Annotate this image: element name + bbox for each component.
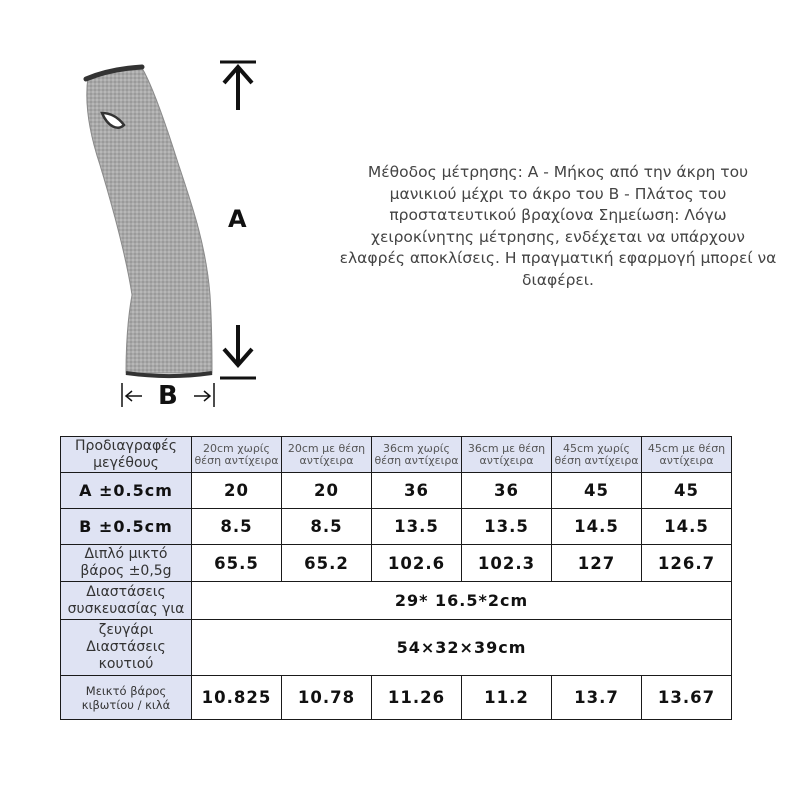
table-cell: 14.5 [642,509,732,545]
column-header: 45cm χωρίς θέση αντίχειρα [552,437,642,473]
size-spec-table [60,436,732,720]
column-header: 20cm χωρίς θέση αντίχειρα [192,437,282,473]
row-label: Μεικτό βάρος κιβωτίου / κιλά [61,676,192,720]
table-row-b [61,509,732,545]
table-cell: 8.5 [282,509,372,545]
table-cell: 13.5 [372,509,462,545]
table-cell: 13.67 [642,676,732,720]
table-cell: 36 [462,473,552,509]
table-cell: 20 [282,473,372,509]
measurement-description: Μέθοδος μέτρησης: A - Μήκος από την άκρη του μανικιού μέχρι το άκρο του B - Πλάτος του προστατευτικού βραχίονα Σημείωση: Λόγω χειροκίνητης μέτρησης, ενδέχεται να υπάρχουν ελαφρές αποκλίσεις. Η πραγματική εφαρμογή μπορεί να διαφέρει. [339,163,777,289]
table-cell: 102.3 [462,545,552,582]
row-label: A ±0.5cm [61,473,192,509]
table-cell: 54×32×39cm [192,620,732,676]
table-cell: 65.2 [282,545,372,582]
table-cell: 10.825 [192,676,282,720]
table-cell: 8.5 [192,509,282,545]
table-cell: 11.2 [462,676,552,720]
column-header: 36cm χωρίς θέση αντίχειρα [372,437,462,473]
table-cell: 45 [552,473,642,509]
table-cell: 29* 16.5*2cm [192,582,732,620]
table-cell: 126.7 [642,545,732,582]
table-cell: 14.5 [552,509,642,545]
table-cell: 36 [372,473,462,509]
dimension-label-b: B [158,381,178,411]
dimension-label-a: A [228,205,247,233]
table-row-box [61,620,732,676]
table-cell: 13.7 [552,676,642,720]
table-cell: 10.78 [282,676,372,720]
row-label: ζευγάρι Διαστάσεις κουτιού [61,620,192,676]
table-row-box-weight [61,676,732,720]
table-header-row [61,437,732,473]
table-cell: 13.5 [462,509,552,545]
table-cell: 20 [192,473,282,509]
header-label: Προδιαγραφές μεγέθους [61,437,192,473]
column-header: 20cm με θέση αντίχειρα [282,437,372,473]
table-cell: 65.5 [192,545,282,582]
row-label: Διπλό μικτό βάρος ±0,5g [61,545,192,582]
row-label: B ±0.5cm [61,509,192,545]
table-cell: 45 [642,473,732,509]
table-row-weight [61,545,732,582]
table-row-package [61,582,732,620]
product-illustration [60,55,290,415]
row-label: Διαστάσεις συσκευασίας για [61,582,192,620]
column-header: 36cm με θέση αντίχειρα [462,437,552,473]
arm-sleeve-image [60,55,290,415]
table-cell: 11.26 [372,676,462,720]
table-cell: 127 [552,545,642,582]
column-header: 45cm με θέση αντίχειρα [642,437,732,473]
table-cell: 102.6 [372,545,462,582]
table-row-a [61,473,732,509]
